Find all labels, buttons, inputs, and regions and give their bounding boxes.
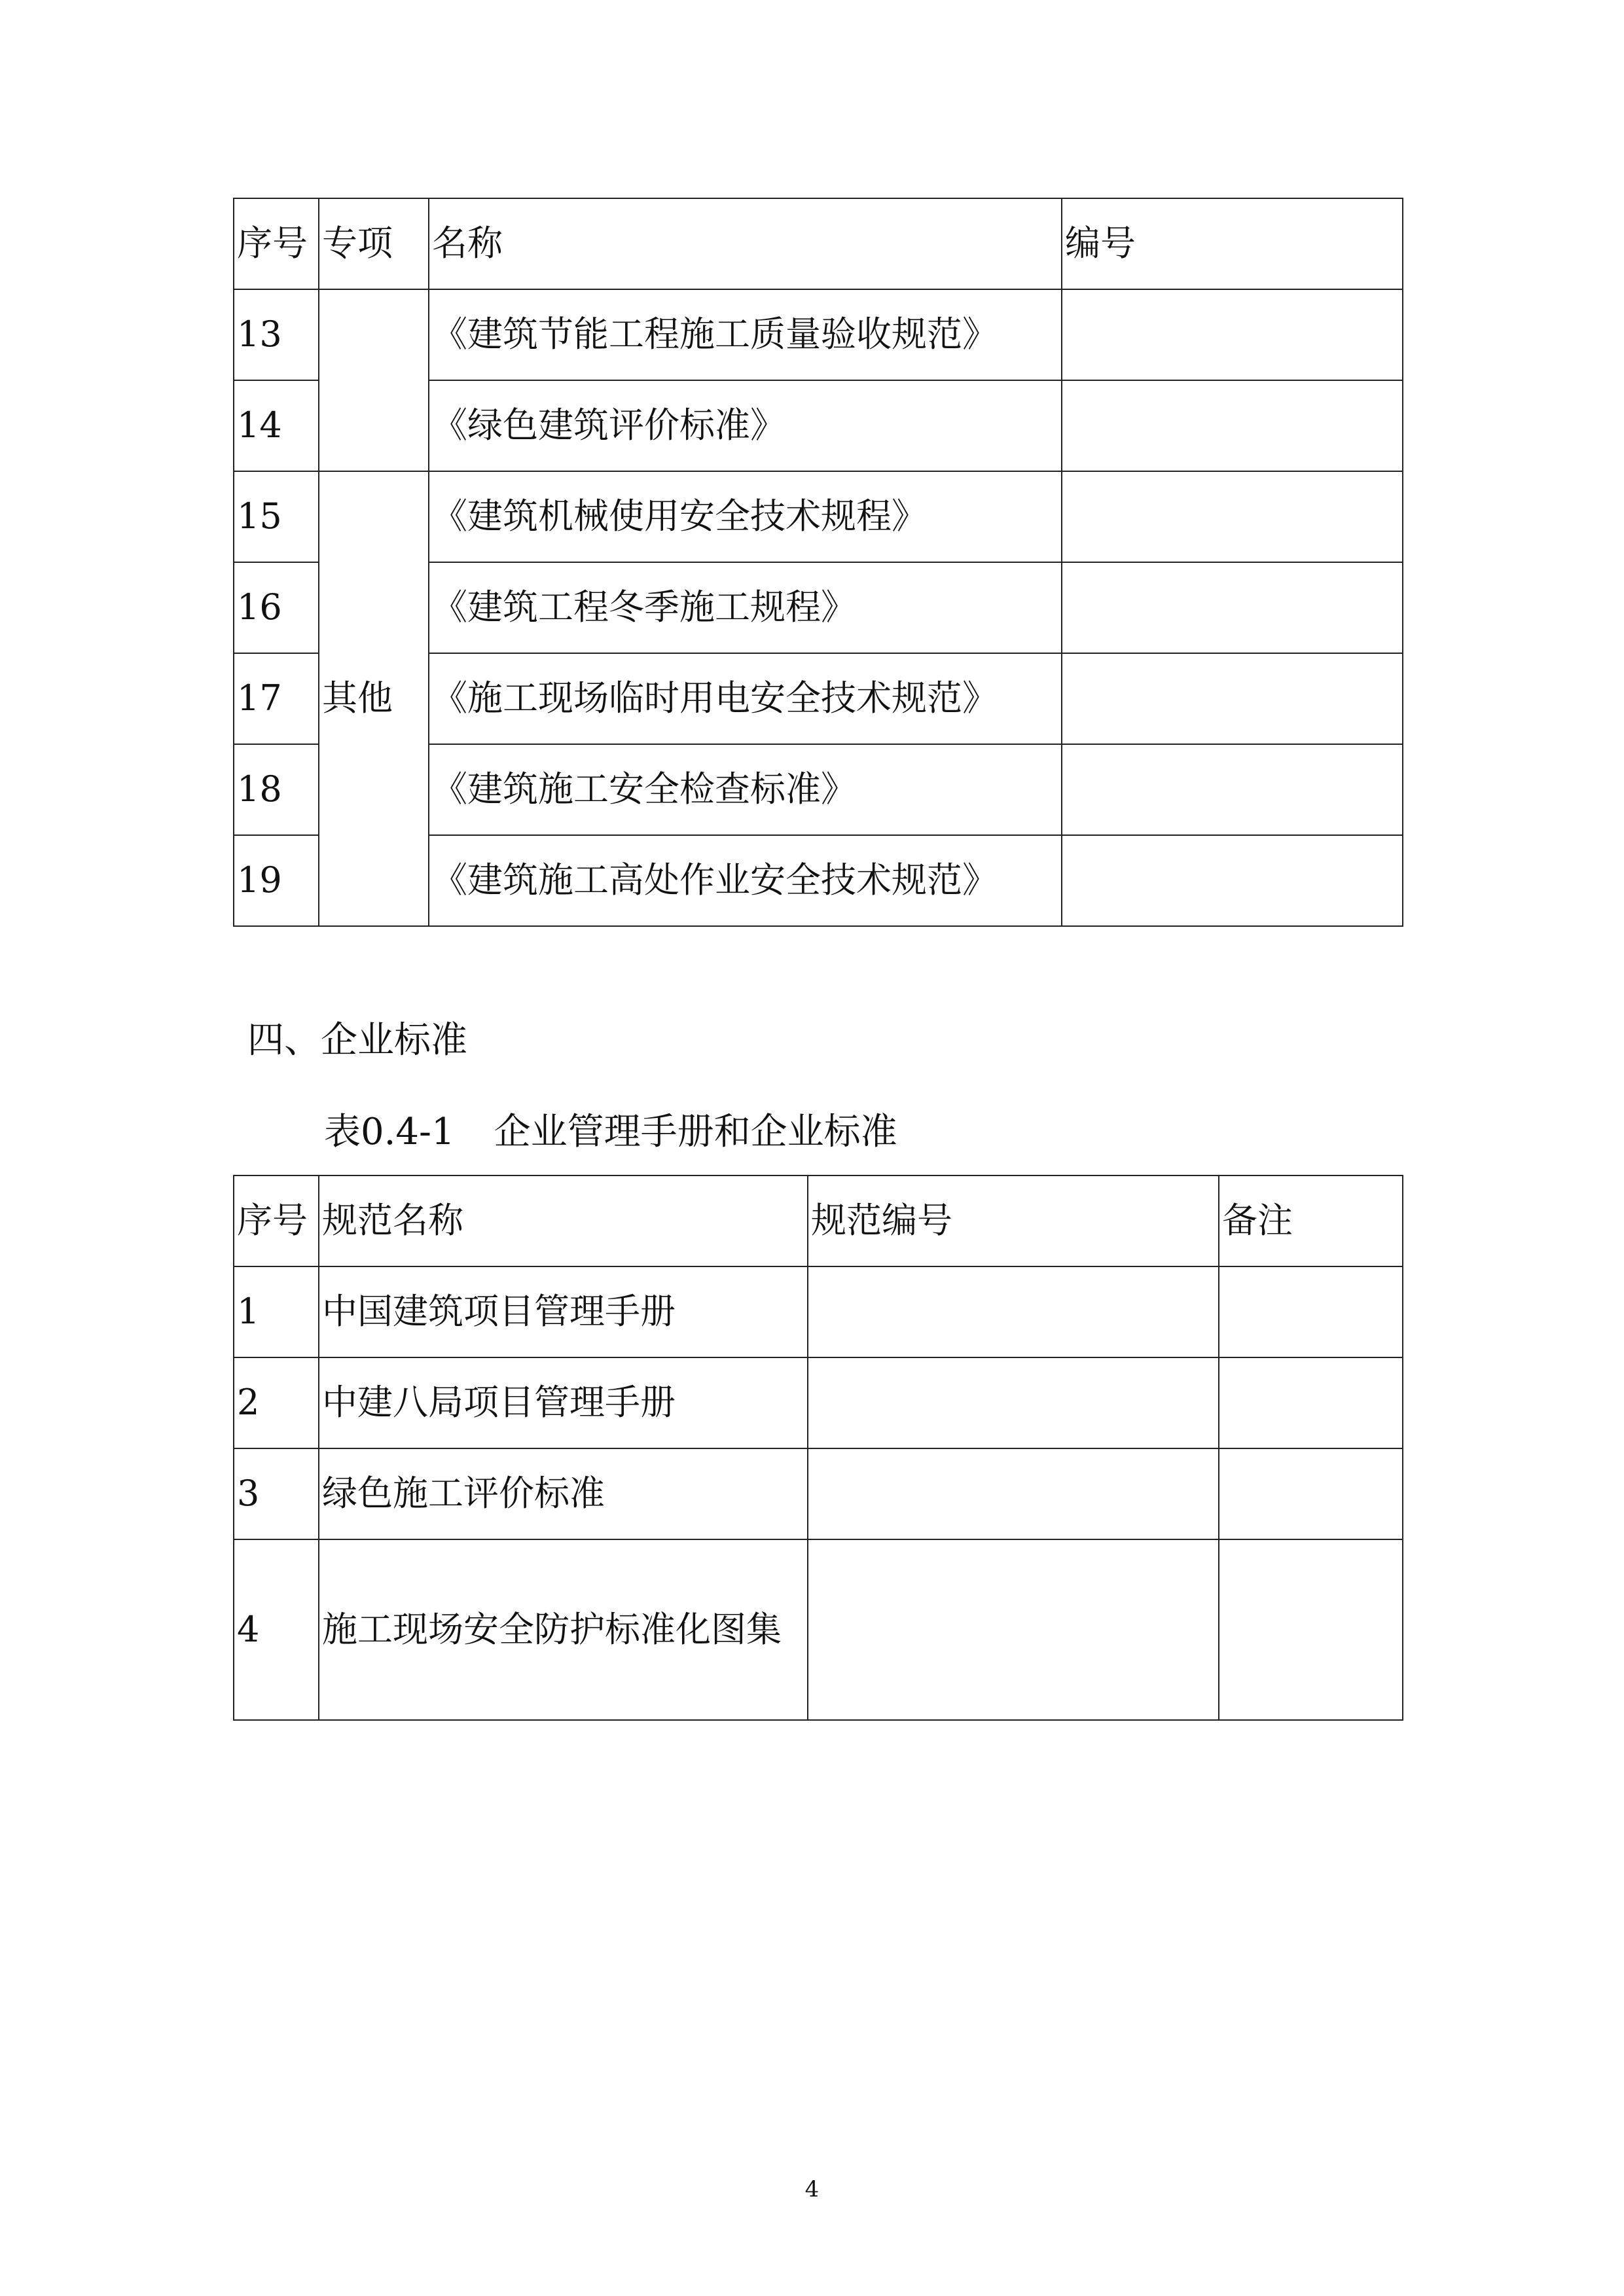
table-row [234,289,1403,380]
row-serial: 17 [234,653,319,744]
row-serial: 19 [234,835,319,926]
row-name: 绿色施工评价标准 [319,1448,808,1539]
row-code [1062,744,1403,835]
standards-table-continued [233,198,1403,927]
row-name: 《建筑工程冬季施工规程》 [429,562,1062,653]
row-serial: 4 [234,1539,319,1720]
header-cell-serial: 序号 [234,1175,319,1266]
row-serial: 1 [234,1266,319,1357]
row-serial: 13 [234,289,319,380]
page-number: 4 [804,2176,820,2202]
category-cell-other: 其他 [319,471,429,926]
row-name: 《建筑节能工程施工质量验收规范》 [429,289,1062,380]
table-header-row [234,198,1403,289]
category-cell-blank [319,289,429,471]
row-code [808,1448,1219,1539]
row-name: 《施工现场临时用电安全技术规范》 [429,653,1062,744]
table-row [234,1448,1403,1539]
row-serial: 2 [234,1357,319,1448]
header-cell-serial: 序号 [234,198,319,289]
header-cell-remarks: 备注 [1219,1175,1403,1266]
row-code [1062,653,1403,744]
row-code [1062,471,1403,562]
table-caption-title: 企业管理手册和企业标准 [494,1111,897,1153]
row-name: 施工现场安全防护标准化图集 [319,1539,808,1720]
table-row [234,1266,1403,1357]
row-code [1062,562,1403,653]
section-heading: 四、企业标准 [247,1019,467,1062]
row-note [1219,1448,1403,1539]
enterprise-standards-table [233,1175,1403,1721]
row-note [1219,1539,1403,1720]
row-name: 《建筑施工安全检查标准》 [429,744,1062,835]
header-cell-spec-name: 规范名称 [319,1175,808,1266]
row-note [1219,1357,1403,1448]
table-row [234,471,1403,562]
row-note [1219,1266,1403,1357]
table-caption-number: 表0.4-1 [324,1111,455,1153]
row-name: 《建筑施工高处作业安全技术规范》 [429,835,1062,926]
header-cell-code: 编号 [1062,198,1403,289]
row-code [1062,835,1403,926]
row-code [808,1357,1219,1448]
row-serial: 18 [234,744,319,835]
table-row [234,1539,1403,1720]
row-name: 中国建筑项目管理手册 [319,1266,808,1357]
row-code [1062,380,1403,471]
row-serial: 3 [234,1448,319,1539]
row-serial: 16 [234,562,319,653]
row-code [808,1266,1219,1357]
row-name: 中建八局项目管理手册 [319,1357,808,1448]
row-name: 《绿色建筑评价标准》 [429,380,1062,471]
table-caption [324,1103,897,1155]
header-cell-category: 专项 [319,198,429,289]
row-serial: 15 [234,471,319,562]
row-name: 《建筑机械使用安全技术规程》 [429,471,1062,562]
row-code [808,1539,1219,1720]
header-cell-name: 名称 [429,198,1062,289]
header-cell-spec-code: 规范编号 [808,1175,1219,1266]
table-header-row [234,1175,1403,1266]
row-serial: 14 [234,380,319,471]
table-row [234,1357,1403,1448]
row-code [1062,289,1403,380]
